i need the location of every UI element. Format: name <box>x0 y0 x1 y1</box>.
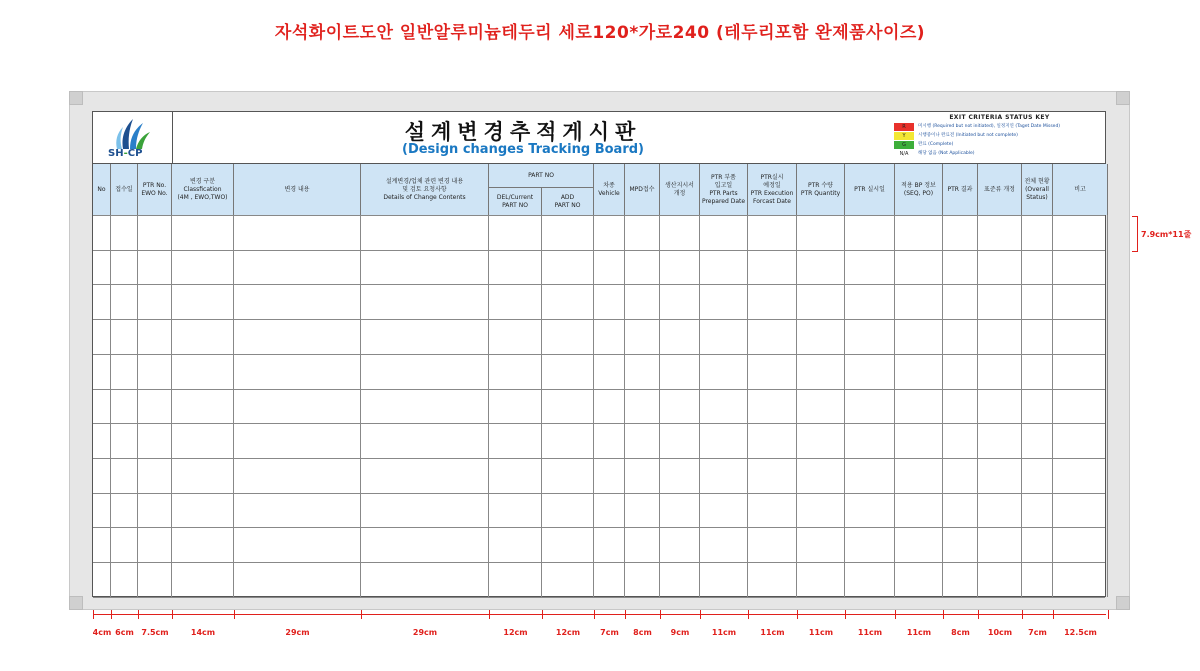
table-row-divider <box>93 423 1105 424</box>
status-key-chip: R <box>894 123 914 131</box>
grid-column <box>748 215 797 597</box>
frame-corner-top-left <box>69 91 83 105</box>
dimension-tick <box>93 610 94 619</box>
column-header: 전체 현황 (Overall Status) <box>1022 164 1053 215</box>
table-row-divider <box>93 493 1105 494</box>
grid-column <box>1022 215 1053 597</box>
grid-column <box>660 215 700 597</box>
dimension-tick <box>748 610 749 619</box>
column-header: MPD접수 <box>625 164 660 215</box>
column-width-label: 12cm <box>503 628 528 637</box>
dimension-tick <box>797 610 798 619</box>
grid-column <box>542 215 594 597</box>
dimension-tick <box>489 610 490 619</box>
column-width-label: 6cm <box>115 628 134 637</box>
dimension-tick <box>1108 610 1109 619</box>
status-key-row <box>894 132 1105 141</box>
column-width-label: 11cm <box>857 628 883 637</box>
status-key-row <box>894 150 1105 159</box>
frame-corner-top-right <box>1116 91 1130 105</box>
column-header: PTR 결과 <box>943 164 978 215</box>
table-row-divider <box>93 597 1105 598</box>
grid-column <box>845 215 895 597</box>
dimension-tick <box>138 610 139 619</box>
grid-column <box>797 215 845 597</box>
table-row-divider <box>93 354 1105 355</box>
grid-column <box>895 215 943 597</box>
table-row-divider <box>93 458 1105 459</box>
dimension-tick <box>625 610 626 619</box>
column-header: 적용 BP 정보 (SEQ, PO) <box>895 164 943 215</box>
dimension-tick <box>1022 610 1023 619</box>
table-row-divider <box>93 527 1105 528</box>
column-width-label: 8cm <box>951 628 970 637</box>
column-header: PTR 부품 입고일 PTR Parts Prepared Date <box>700 164 748 215</box>
column-header: 변경 구분 Classfication (4M , EWO,TWO) <box>172 164 234 215</box>
part-no-group-header: PART NO <box>489 164 594 188</box>
column-width-label: 11cm <box>760 628 785 637</box>
grid-column <box>361 215 489 597</box>
table-row-divider <box>93 284 1105 285</box>
column-width-label: 29cm <box>412 628 438 637</box>
column-header: DEL/Current PART NO <box>489 188 542 215</box>
logo-wordmark: SH-CP <box>108 148 143 159</box>
grid-column <box>234 215 361 597</box>
grid-column <box>93 215 111 597</box>
column-width-label: 7cm <box>1028 628 1047 637</box>
column-header: PTR실시 예정일 PTR Execution Forcast Date <box>748 164 797 215</box>
grid-column <box>138 215 172 597</box>
grid-column <box>978 215 1022 597</box>
tracking-board <box>92 111 1106 597</box>
grid-column <box>700 215 748 597</box>
status-key-chip: Y <box>894 132 914 140</box>
status-key-desc: 해당 없음 (Not Applicable) <box>918 151 975 156</box>
dimension-tick <box>234 610 235 619</box>
dimension-tick <box>978 610 979 619</box>
column-header: 변경 내용 <box>234 164 361 215</box>
column-width-label: 7cm <box>600 628 619 637</box>
board-header <box>93 112 1105 164</box>
grid-column <box>111 215 138 597</box>
status-key-row <box>894 123 1105 132</box>
column-width-label: 4cm <box>92 628 112 637</box>
status-key-row <box>894 141 1105 150</box>
dimension-tick <box>542 610 543 619</box>
width-dimension-line <box>93 614 1106 615</box>
board-subtitle: (Design changes Tracking Board) <box>402 142 644 157</box>
column-header: 표준류 개정 <box>978 164 1022 215</box>
column-width-label: 14cm <box>190 628 216 637</box>
row-height-bracket <box>1132 216 1138 252</box>
column-header: ADD PART NO <box>542 188 594 215</box>
column-header: No <box>93 164 111 215</box>
column-header: 비고 <box>1053 164 1108 215</box>
grid-column <box>172 215 234 597</box>
row-height-label: 7.9cm*11줄 <box>1141 230 1192 239</box>
status-key-chip: G <box>894 141 914 149</box>
column-width-label: 12.5cm <box>1064 628 1097 637</box>
column-width-label: 10cm <box>987 628 1013 637</box>
status-key-desc: 완료 (Complete) <box>918 142 954 147</box>
dimension-tick <box>361 610 362 619</box>
dimension-tick <box>845 610 846 619</box>
column-header: 차종 Vehicle <box>594 164 625 215</box>
column-header: PTR 실시일 <box>845 164 895 215</box>
header-divider <box>93 215 1105 216</box>
grid-column <box>594 215 625 597</box>
table-row-divider <box>93 319 1105 320</box>
dimension-tick <box>1053 610 1054 619</box>
column-width-label: 8cm <box>633 628 652 637</box>
dimension-tick <box>172 610 173 619</box>
status-key-desc: 시행중이나 완료전 (Initiated but not complete) <box>918 133 1018 138</box>
column-width-label: 29cm <box>285 628 310 637</box>
dimension-tick <box>895 610 896 619</box>
dimension-tick <box>700 610 701 619</box>
frame-corner-bottom-left <box>69 596 83 610</box>
column-header: 설계변경/업체 관련 변경 내용 및 검토 요청사항 Details of Change Contents <box>361 164 489 215</box>
page-title: 자석화이트도안 일반알루미늄테두리 세로120*가로240 (테두리포함 완제품사이즈) <box>274 23 926 43</box>
logo <box>93 112 173 163</box>
grid-column <box>943 215 978 597</box>
column-width-label: 9cm <box>670 628 690 637</box>
grid-column <box>1053 215 1108 597</box>
column-width-label: 11cm <box>808 628 834 637</box>
status-key-title: EXIT CRITERIA STATUS KEY <box>949 114 1050 121</box>
dimension-tick <box>111 610 112 619</box>
column-width-label: 12cm <box>555 628 581 637</box>
dimension-tick <box>594 610 595 619</box>
column-header: PTR 수량 PTR Quantity <box>797 164 845 215</box>
status-key-chip: N/A <box>894 150 914 158</box>
status-key <box>894 114 1105 161</box>
dimension-tick <box>943 610 944 619</box>
column-width-label: 7.5cm <box>141 628 169 637</box>
status-key-desc: 미시행 (Required but not initiated), 일정지연 (Taget Date Missed) <box>918 124 1061 129</box>
column-header: 접수일 <box>111 164 138 215</box>
board-title: 설계변경추적게시판 <box>404 120 642 144</box>
table-row-divider <box>93 562 1105 563</box>
grid-column <box>489 215 542 597</box>
grid-column <box>625 215 660 597</box>
table-row-divider <box>93 250 1105 251</box>
dimension-tick <box>660 610 661 619</box>
column-header: 생산지시서 개정 <box>660 164 700 215</box>
column-width-label: 11cm <box>906 628 932 637</box>
column-width-label: 11cm <box>711 628 737 637</box>
column-header: PTR No. EWO No. <box>138 164 172 215</box>
table-row-divider <box>93 389 1105 390</box>
frame-corner-bottom-right <box>1116 596 1130 610</box>
